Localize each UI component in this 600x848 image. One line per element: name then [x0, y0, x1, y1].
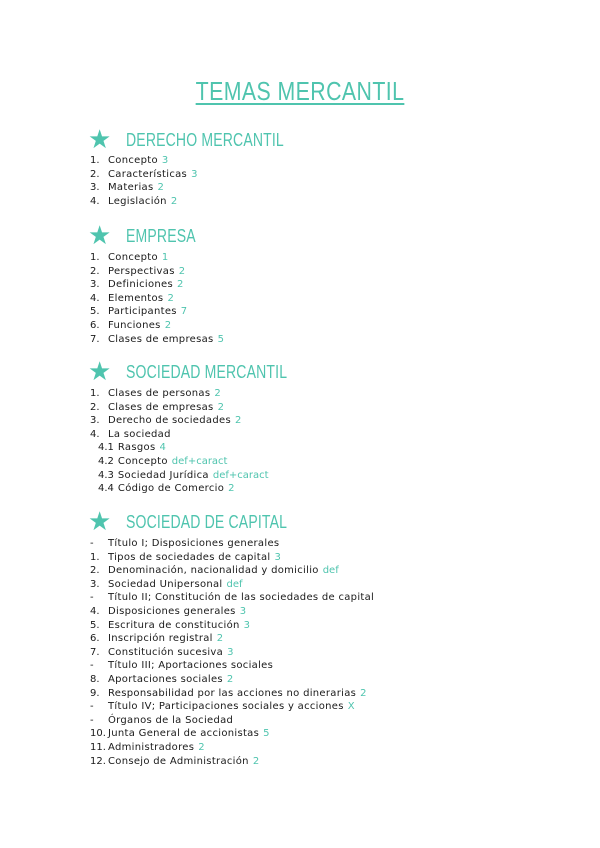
item-number: 3. — [90, 415, 100, 427]
item-number: 1. — [90, 155, 100, 166]
list-item — [90, 469, 570, 483]
list-item — [90, 564, 570, 578]
item-note: 7 — [180, 306, 188, 318]
item-number: - — [90, 701, 94, 713]
list-item — [90, 181, 570, 195]
list-item — [90, 673, 570, 687]
item-text: Elementos — [108, 292, 164, 304]
item-note: 3 — [239, 605, 247, 617]
item-note: 4 — [159, 442, 166, 454]
item-text: La sociedad — [108, 428, 171, 440]
list-item — [90, 700, 570, 714]
item-text: Escritura de constitución — [108, 619, 240, 631]
item-note: 3 — [227, 646, 234, 658]
item-text: Constitución sucesiva — [108, 646, 224, 658]
item-note: 2 — [176, 279, 184, 291]
item-number: 4.4 — [98, 483, 114, 495]
list-item — [90, 755, 570, 769]
list-item — [90, 305, 570, 319]
list-item — [90, 741, 570, 755]
item-text: Clases de personas — [108, 388, 211, 399]
item-number: 4.1 — [98, 442, 114, 454]
item-number: 7. — [90, 333, 100, 345]
item-text: Aportaciones sociales — [108, 673, 223, 685]
item-note: 3 — [243, 619, 251, 631]
list-item — [90, 168, 570, 182]
item-note: 2 — [217, 401, 224, 413]
item-text: Materias — [108, 182, 154, 194]
list-item — [90, 195, 570, 209]
section-header — [88, 357, 333, 387]
list-item — [90, 292, 570, 306]
item-number: 2. — [90, 401, 100, 413]
item-number: - — [90, 714, 94, 726]
item-text: Junta General de accionistas — [108, 728, 260, 740]
item-note: 5 — [263, 728, 270, 740]
item-text: Responsabilidad por las acciones no dinerarias — [108, 687, 357, 699]
item-number: - — [90, 538, 94, 549]
item-number: 4. — [90, 292, 100, 304]
section-title: EMPRESA — [126, 225, 196, 246]
item-text: Rasgos — [117, 442, 156, 454]
list-item — [90, 687, 570, 701]
list-item — [90, 551, 570, 565]
item-note: 2 — [228, 483, 235, 495]
section-header — [88, 507, 333, 537]
item-note: 2 — [214, 388, 221, 399]
section-title: SOCIEDAD MERCANTIL — [126, 361, 288, 382]
item-number: 4.3 — [98, 469, 114, 481]
list-item — [90, 251, 570, 265]
list-item — [90, 591, 570, 605]
list-item — [90, 333, 570, 347]
item-text: Definiciones — [108, 279, 173, 291]
item-text: Clases de empresas — [108, 333, 214, 345]
item-text: Título II; Constitución de las sociedades de capital — [108, 592, 375, 604]
item-number: 1. — [90, 252, 100, 263]
list-item — [90, 646, 570, 660]
list-item — [90, 414, 570, 428]
item-text: Título IV; Participaciones sociales y acciones — [108, 701, 344, 713]
star-icon: ★ — [88, 357, 112, 387]
list-item — [90, 154, 570, 168]
item-text: Concepto — [108, 252, 158, 263]
list-item — [90, 387, 570, 401]
item-note: 2 — [226, 673, 234, 685]
list-item — [90, 441, 570, 455]
item-note: 3 — [191, 168, 198, 180]
item-text: Título III; Aportaciones sociales — [108, 660, 274, 672]
item-number: 2. — [90, 265, 100, 277]
item-number: 2. — [90, 168, 100, 180]
item-number: 2. — [90, 565, 100, 577]
item-number: 4. — [90, 195, 100, 207]
item-text: Denominación, nacionalidad y domicilio — [108, 565, 319, 577]
item-number: - — [90, 660, 94, 672]
item-number: 5. — [90, 306, 100, 318]
item-text: Concepto — [117, 455, 168, 467]
item-number: 1. — [90, 388, 100, 399]
list-item — [90, 428, 570, 442]
item-text: Inscripción registral — [108, 633, 213, 645]
item-note: 2 — [216, 633, 224, 645]
item-note: 3 — [274, 551, 281, 563]
item-note: def — [226, 578, 243, 590]
item-note: def+caract — [171, 455, 228, 467]
item-number: 6. — [90, 633, 100, 645]
section-title: SOCIEDAD DE CAPITAL — [126, 511, 288, 532]
item-note: 2 — [170, 195, 178, 207]
item-text: Concepto — [108, 155, 158, 166]
item-note: 2 — [360, 687, 367, 699]
item-text: Disposiciones generales — [108, 605, 236, 617]
item-note: 2 — [178, 265, 186, 277]
item-number: 5. — [90, 619, 100, 631]
item-text: Características — [108, 168, 188, 180]
item-number: 7. — [90, 646, 100, 658]
item-number: 10. — [90, 728, 106, 740]
item-text: Legislación — [108, 195, 167, 207]
item-note: 2 — [167, 292, 174, 304]
list-item — [90, 714, 570, 728]
item-text: Funciones — [108, 319, 161, 331]
item-note: 5 — [217, 333, 224, 345]
item-note: 2 — [234, 415, 242, 427]
item-text: Perspectivas — [108, 265, 175, 277]
item-text: Consejo de Administración — [108, 755, 249, 767]
item-note: 1 — [161, 252, 169, 263]
item-note: X — [347, 701, 355, 713]
item-number: 9. — [90, 687, 100, 699]
item-number: - — [90, 592, 94, 604]
item-text: Clases de empresas — [108, 401, 214, 413]
item-number: 12. — [90, 755, 106, 767]
item-number: 6. — [90, 319, 100, 331]
item-number: 4. — [90, 605, 100, 617]
list-item — [90, 727, 570, 741]
section-header — [88, 221, 215, 251]
item-number: 4. — [90, 428, 100, 440]
list-item — [90, 278, 570, 292]
list-item — [90, 605, 570, 619]
list-item — [90, 482, 570, 496]
item-text: Código de Comercio — [117, 483, 225, 495]
item-number: 3. — [90, 578, 100, 590]
item-number: 4.2 — [98, 455, 114, 467]
list-item — [90, 319, 570, 333]
item-text: Órganos de la Sociedad — [108, 714, 234, 726]
list-item — [90, 401, 570, 415]
list-item — [90, 455, 570, 469]
item-number: 8. — [90, 673, 100, 685]
star-icon: ★ — [88, 507, 112, 537]
list-item — [90, 632, 570, 646]
list-item — [90, 537, 570, 551]
item-number: 3. — [90, 182, 100, 194]
star-icon: ★ — [88, 125, 112, 155]
star-icon: ★ — [88, 221, 112, 251]
section-list — [90, 387, 570, 496]
list-item — [90, 265, 570, 279]
section-list — [90, 537, 570, 768]
item-number: 11. — [90, 741, 106, 753]
page-title: TEMAS MERCANTIL — [195, 76, 405, 106]
item-note: def+caract — [212, 469, 269, 481]
item-text: Participantes — [108, 306, 177, 318]
item-note: 2 — [157, 182, 164, 194]
list-item — [90, 659, 570, 673]
item-number: 1. — [90, 551, 100, 563]
item-number: 3. — [90, 279, 100, 291]
list-item — [90, 619, 570, 633]
section-header — [88, 125, 328, 155]
section-title: DERECHO MERCANTIL — [126, 129, 284, 150]
section-list — [90, 154, 570, 208]
item-note: def — [322, 565, 339, 577]
item-note: 2 — [252, 755, 260, 767]
item-text: Sociedad Unipersonal — [108, 578, 223, 590]
list-item — [90, 578, 570, 592]
item-note: 2 — [164, 319, 172, 331]
item-note: 3 — [161, 155, 169, 166]
item-text: Administradores — [108, 741, 195, 753]
item-text: Sociedad Jurídica — [117, 469, 209, 481]
item-text: Tipos de sociedades de capital — [108, 551, 271, 563]
section-list — [90, 251, 570, 346]
item-text: Derecho de sociedades — [108, 415, 231, 427]
item-note: 2 — [198, 741, 205, 753]
item-text: Título I; Disposiciones generales — [108, 538, 280, 549]
